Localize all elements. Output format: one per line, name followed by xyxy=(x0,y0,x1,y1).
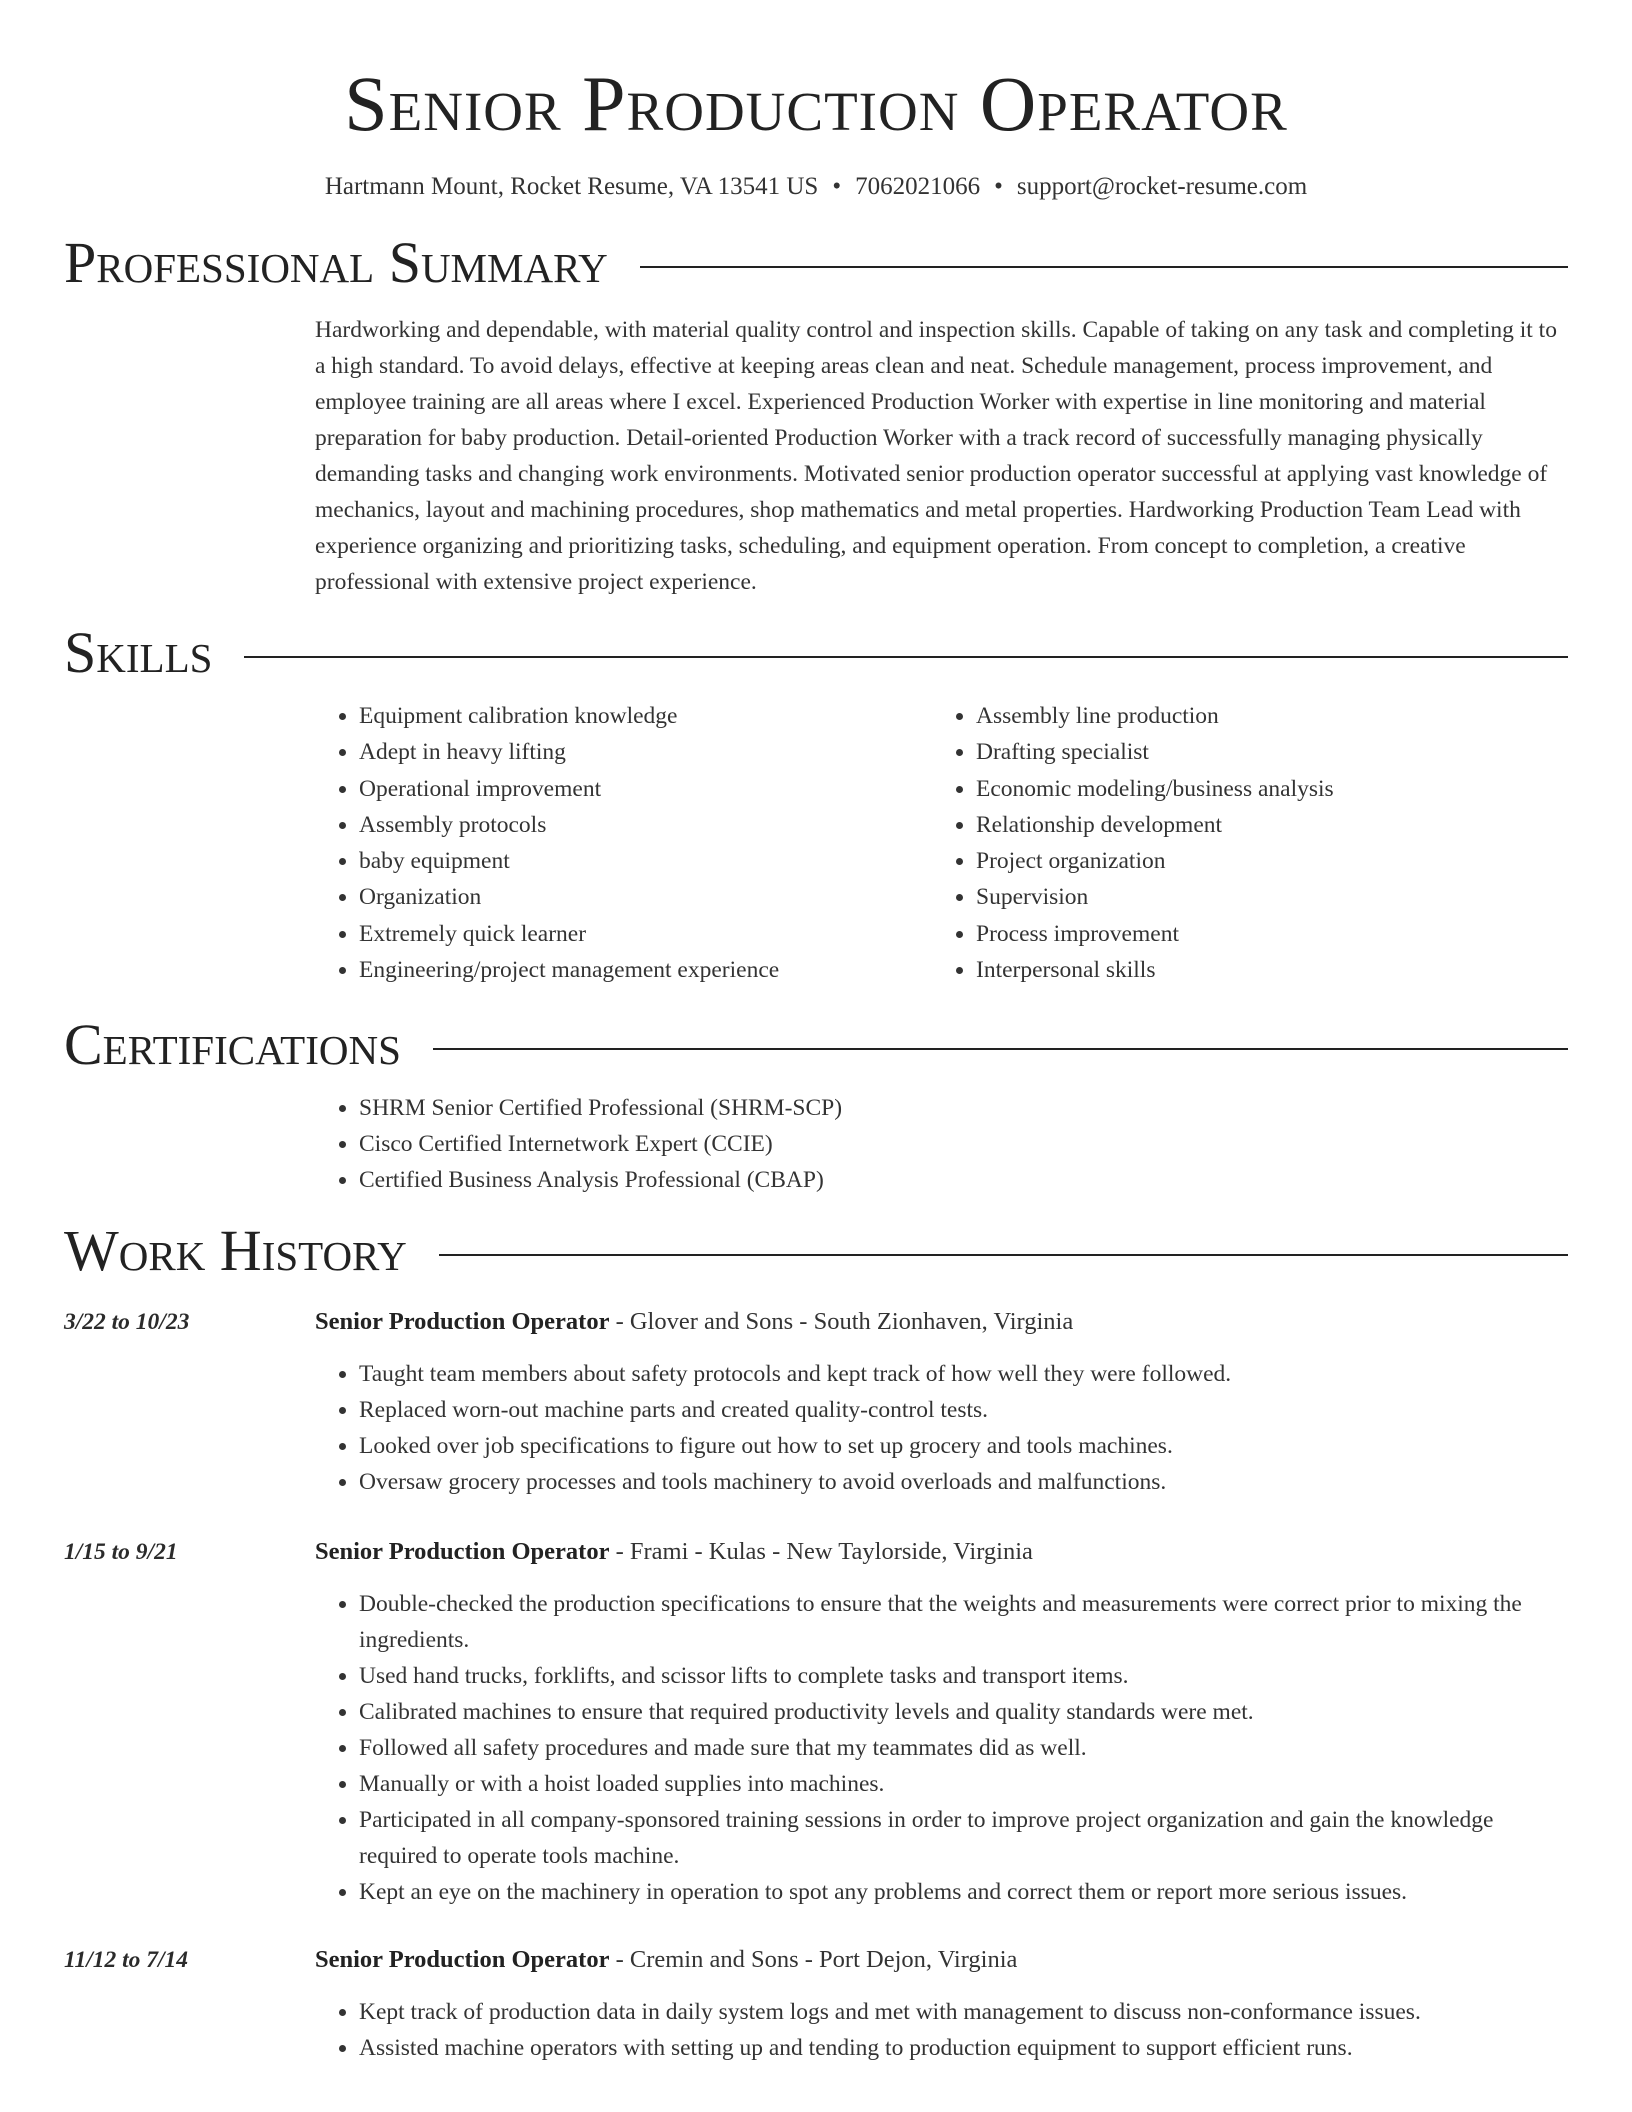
job-bullets xyxy=(315,1586,1568,1910)
skill-item: • Adept in heavy lifting xyxy=(359,734,932,770)
skill-item: • Extremely quick learner xyxy=(359,916,932,952)
summary-text: Hardworking and dependable, with material quality control and inspection skills. Capable of taking on any task and completing it to a high standard. To avoid delays, effective at keeping areas clean and neat. Schedule management, process improvement, and employee training are all areas where I excel. Experienced Production Worker with expertise in line monitoring and material preparation for baby production. Detail-oriented Production Worker with a track record of successfully managing physically demanding tasks and changing work environments. Motivated senior production operator successful at applying vast knowledge of mechanics, layout and machining procedures, shop mathematics and metal properties. Hardworking Production Team Lead with experience organizing and prioritizing tasks, scheduling, and equipment operation. From concept to completion, a creative professional with extensive project experience. xyxy=(315,317,1557,595)
job-bullet: • Looked over job specifications to figure out how to set up grocery and tools machines. xyxy=(359,1428,1568,1464)
job-bullet: • Manually or with a hoist loaded supplies into machines. xyxy=(359,1766,1568,1802)
skill-item: • Economic modeling/business analysis xyxy=(976,771,1549,807)
job-entry xyxy=(64,1942,1568,2066)
skill-item: • Equipment calibration knowledge xyxy=(359,698,932,734)
job-company: - Frami - Kulas - New Taylorside, Virginia xyxy=(609,1538,1033,1566)
job-title: Senior Production Operator xyxy=(315,1946,610,1974)
job-title: Senior Production Operator xyxy=(315,1308,610,1336)
skill-item: • Drafting specialist xyxy=(976,734,1549,770)
job-heading xyxy=(315,1534,1568,1570)
section-title: Certifications xyxy=(64,1012,401,1078)
skill-item: • Assembly protocols xyxy=(359,807,932,843)
job-title: Senior Production Operator xyxy=(315,1538,610,1566)
skill-item: • Operational improvement xyxy=(359,771,932,807)
separator-dot: • xyxy=(832,173,842,200)
skill-item: • Supervision xyxy=(976,879,1549,915)
section-rule xyxy=(439,1254,1568,1256)
job-bullet: • Followed all safety procedures and made sure that my teammates did as well. xyxy=(359,1730,1568,1766)
phone: 7062021066 xyxy=(855,173,981,200)
job-company: - Glover and Sons - South Zionhaven, Virginia xyxy=(609,1308,1074,1336)
job-bullet: • Kept track of production data in daily system logs and met with management to discuss non-conformance issues. xyxy=(359,1994,1568,2030)
skill-item: • Relationship development xyxy=(976,807,1549,843)
job-bullet: • Assisted machine operators with setting up and tending to production equipment to support efficient runs. xyxy=(359,2030,1568,2066)
job-bullets xyxy=(315,1994,1568,2066)
candidate-name: Senior Production Operator xyxy=(344,60,1288,147)
job-bullet: • Double-checked the production specifications to ensure that the weights and measurements were correct prior to mixing the ingredients. xyxy=(359,1586,1568,1658)
certification-item: • Cisco Certified Internetwork Expert (CCIE) xyxy=(359,1126,1568,1162)
job-bullet: • Calibrated machines to ensure that required productivity levels and quality standards were met. xyxy=(359,1694,1568,1730)
job-dates: 1/15 to 9/21 xyxy=(64,1539,178,1566)
job-bullet: • Taught team members about safety protocols and kept track of how well they were followed. xyxy=(359,1356,1568,1392)
skill-item: • Assembly line production xyxy=(976,698,1549,734)
job-dates: 11/12 to 7/14 xyxy=(64,1947,189,1974)
separator-dot: • xyxy=(994,173,1003,200)
address: Hartmann Mount, Rocket Resume, VA 13541 US xyxy=(324,173,819,200)
certification-item: • Certified Business Analysis Professional (CBAP) xyxy=(359,1162,1568,1198)
skill-item: • Organization xyxy=(359,879,932,915)
job-details xyxy=(315,1942,1568,2066)
skill-item: • Project organization xyxy=(976,843,1549,879)
skills-column-left xyxy=(315,698,932,988)
job-bullet: • Replaced worn-out machine parts and created quality-control tests. xyxy=(359,1392,1568,1428)
job-details xyxy=(315,1534,1568,1910)
job-details xyxy=(315,1304,1568,1500)
job-bullets xyxy=(315,1356,1568,1500)
section-rule xyxy=(244,656,1568,658)
job-heading xyxy=(315,1942,1568,1978)
section-title: Work History xyxy=(64,1218,407,1284)
job-bullet: • Oversaw grocery processes and tools machinery to avoid overloads and malfunctions. xyxy=(359,1464,1568,1500)
job-bullet: • Participated in all company-sponsored training sessions in order to improve project organization and gain the knowledge required to operate tools machine. xyxy=(359,1802,1568,1874)
email: support@rocket-resume.com xyxy=(1016,173,1308,200)
work-history-section-header xyxy=(64,1220,1568,1282)
job-bullet: • Used hand trucks, forklifts, and scissor lifts to complete tasks and transport items. xyxy=(359,1658,1568,1694)
job-bullet: • Kept an eye on the machinery in operation to spot any problems and correct them or report more serious issues. xyxy=(359,1874,1568,1910)
skill-item: • Process improvement xyxy=(976,916,1549,952)
skill-item: • Interpersonal skills xyxy=(976,952,1549,988)
skills-list xyxy=(315,698,1568,988)
section-title: Professional Summary xyxy=(64,230,608,295)
job-entry xyxy=(64,1304,1568,1500)
job-entry xyxy=(64,1534,1568,1910)
job-dates: 3/22 to 10/23 xyxy=(64,1309,190,1336)
skills-section-header xyxy=(64,622,1568,684)
contact-line xyxy=(64,172,1568,202)
section-title: Skills xyxy=(64,620,213,685)
certifications-list xyxy=(315,1090,1568,1198)
resume-page xyxy=(64,0,1568,2066)
job-company: - Cremin and Sons - Port Dejon, Virginia xyxy=(609,1946,1018,1974)
certifications-section-header xyxy=(64,1014,1568,1076)
skills-column-right xyxy=(932,698,1549,988)
section-rule xyxy=(433,1048,1568,1050)
skill-item: • baby equipment xyxy=(359,843,932,879)
section-rule xyxy=(640,266,1568,268)
skill-item: • Engineering/project management experience xyxy=(359,952,932,988)
job-heading xyxy=(315,1304,1568,1340)
certification-item: • SHRM Senior Certified Professional (SHRM-SCP) xyxy=(359,1090,1568,1126)
summary-section-header xyxy=(64,232,1568,294)
